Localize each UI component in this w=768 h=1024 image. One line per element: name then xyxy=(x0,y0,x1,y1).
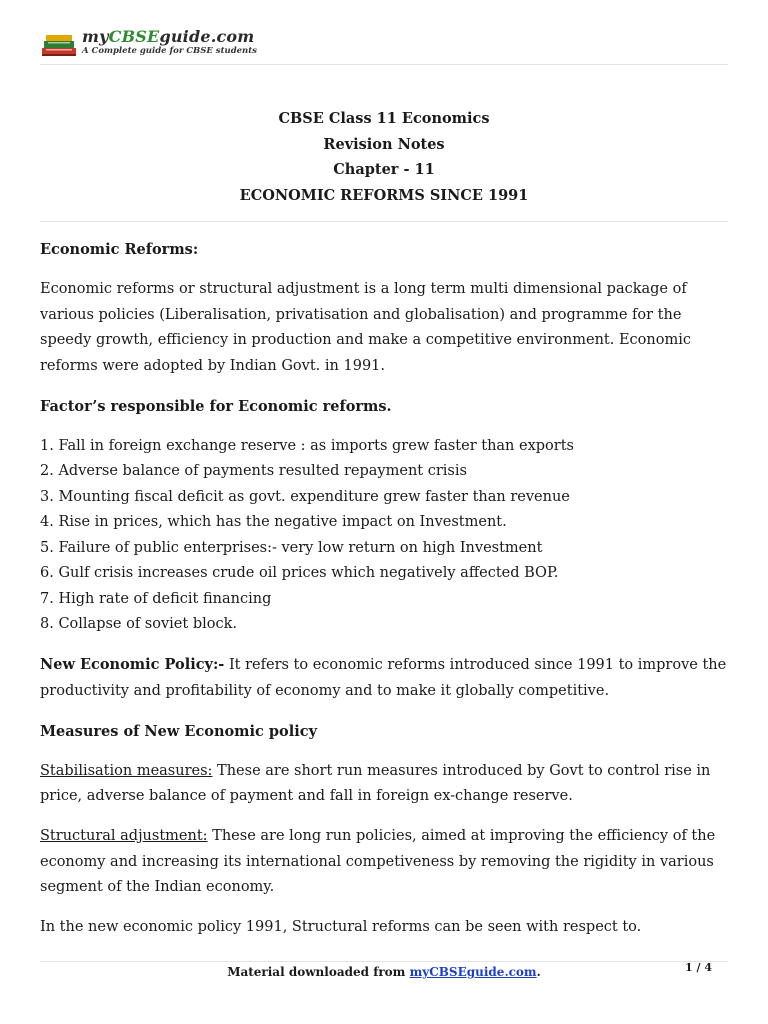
footer-text: Material downloaded from xyxy=(227,965,410,979)
logo-title: myCBSEguide.com xyxy=(82,27,255,46)
document-body xyxy=(40,237,728,955)
footer-period: . xyxy=(536,965,541,979)
nep-text: It refers to economic reforms introduced since 1991 to improve the productivity and profitability of economy and to make it globally competitive. xyxy=(40,657,727,699)
title-class: CBSE Class 11 Economics xyxy=(278,110,490,127)
factors-list xyxy=(40,434,728,638)
page-footer xyxy=(40,962,728,982)
title-revision-notes: Revision Notes xyxy=(323,135,445,153)
stabilisation-label: Stabilisation measures: xyxy=(40,762,213,779)
list-item: 8. Collapse of soviet block. xyxy=(40,616,237,632)
list-item: 1. Fall in foreign exchange reserve : as imports grew faster than exports xyxy=(40,437,574,454)
list-item: 7. High rate of deficit financing xyxy=(40,590,272,607)
paragraph-stabilisation xyxy=(40,759,728,810)
stabilisation-text: These are short run measures introduced by Govt to control rise in price, adverse balance of payment and fall in foreign ex-change reserve. xyxy=(40,762,711,804)
list-item: 6. Gulf crisis increases crude oil prices which negatively affected BOP. xyxy=(40,565,559,581)
books-icon xyxy=(40,30,80,58)
nep-label: New Economic Policy:- xyxy=(40,656,225,673)
list-item: 5. Failure of public enterprises:- very low return on high Investment xyxy=(40,539,543,556)
paragraph-new-economic-policy xyxy=(40,652,728,704)
list-item: 3. Mounting fiscal deficit as govt. expenditure grew faster than revenue xyxy=(40,488,570,505)
logo-tagline: A Complete guide for CBSE students xyxy=(82,46,257,56)
structural-text: These are long run policies, aimed at improving the efficiency of the economy and increasing its international competiveness by removing the rigidity in various segment of the Indian economy. xyxy=(40,828,716,895)
heading-factors: Factor’s responsible for Economic reforms. xyxy=(40,397,392,415)
structural-label: Structural adjustment: xyxy=(40,828,208,844)
page-number: 1 / 4 xyxy=(685,961,712,974)
title-chapter-name: ECONOMIC REFORMS SINCE 1991 xyxy=(239,186,529,204)
page-header xyxy=(40,22,728,65)
title-chapter: Chapter - 11 xyxy=(333,161,435,178)
list-item: 4. Rise in prices, which has the negative impact on Investment. xyxy=(40,514,507,530)
footer-link[interactable]: myCBSEguide.com xyxy=(409,965,537,979)
heading-economic-reforms: Economic Reforms: xyxy=(40,241,199,258)
document-title-block xyxy=(40,106,728,208)
list-item: 2. Adverse balance of payments resulted repayment crisis xyxy=(40,463,467,479)
paragraph-structural xyxy=(40,824,728,901)
title-divider xyxy=(40,221,728,222)
heading-measures: Measures of New Economic policy xyxy=(40,722,317,740)
paragraph-economic-reforms: Economic reforms or structural adjustment is a long term multi dimensional package of various policies (Liberalisation, privatisation and globalisation) and programme for the speedy growth, efficiency in production and make a competitive environment. Economic reforms were adopted by Indian Govt. in 1991. xyxy=(40,281,691,374)
mycbseguide-logo[interactable] xyxy=(40,26,257,60)
paragraph-structural-reforms-intro: In the new economic policy 1991, Structural reforms can be seen with respect to. xyxy=(40,919,642,935)
